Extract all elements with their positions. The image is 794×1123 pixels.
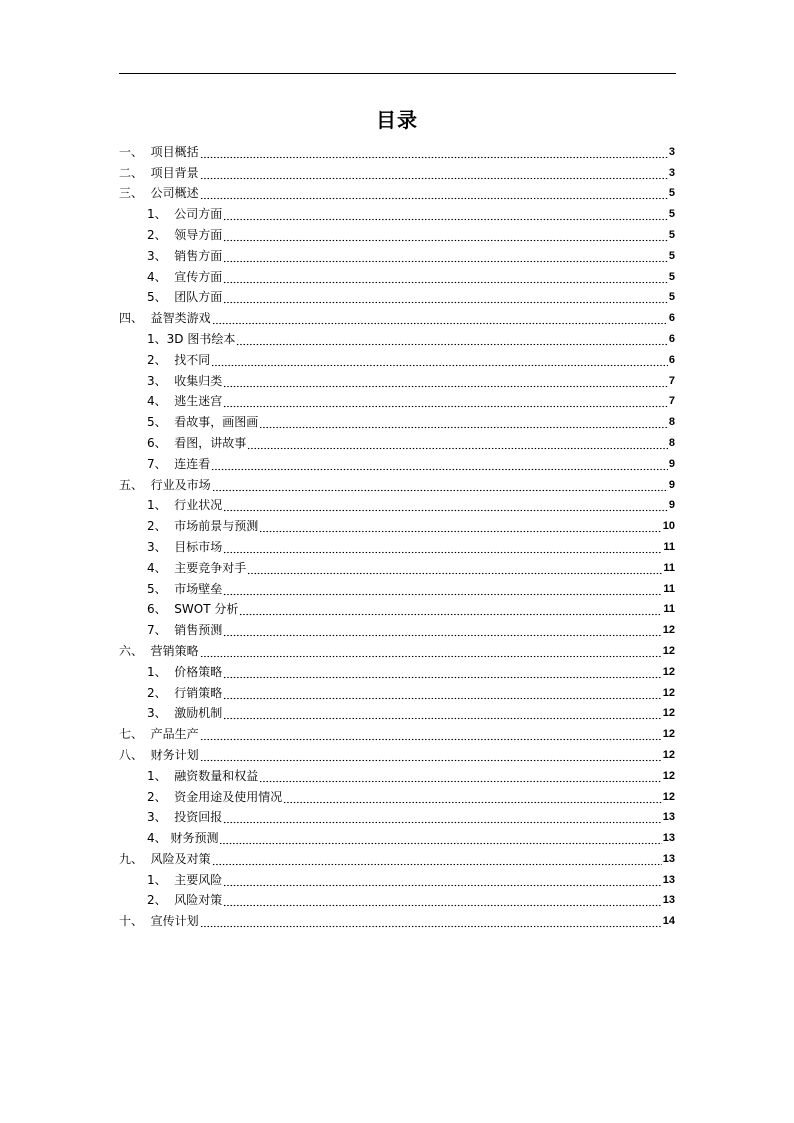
toc-entry[interactable] — [119, 138, 675, 159]
toc-dot-leader — [223, 686, 661, 700]
toc-entry-page-number: 5 — [668, 187, 675, 200]
toc-entry[interactable] — [119, 679, 675, 700]
toc-entry-page-number: 11 — [663, 603, 675, 616]
toc-entry-label: 风险及对策 — [150, 851, 211, 866]
toc-entry-label: 公司概述 — [150, 186, 199, 201]
toc-entry-label: 找不同 — [174, 352, 211, 367]
toc-entry-label: 收集归类 — [174, 373, 223, 388]
toc-entry[interactable] — [119, 658, 675, 679]
toc-entry-page-number: 6 — [668, 312, 675, 325]
toc-entry-label: 行业状况 — [174, 498, 223, 513]
toc-entry-label: 市场前景与预测 — [174, 519, 259, 534]
toc-entry-label: 资金用途及使用情况 — [174, 789, 283, 804]
toc-entry[interactable] — [119, 284, 675, 305]
toc-entry[interactable] — [119, 471, 675, 492]
toc-entry-number: 八、 — [119, 747, 151, 762]
toc-entry-page-number: 6 — [668, 353, 675, 366]
toc-dot-leader — [212, 478, 668, 492]
toc-entry-label: 主要竞争对手 — [174, 560, 247, 575]
toc-entry-page-number: 12 — [662, 790, 675, 803]
toc-entry-label: 3D 图书绘本 — [166, 331, 236, 346]
toc-dot-leader — [223, 374, 668, 388]
toc-entry-page-number: 12 — [662, 748, 675, 761]
toc-entry-number: 二、 — [119, 165, 151, 180]
toc-dot-leader — [223, 582, 662, 596]
toc-entry-number: 3、 — [147, 810, 175, 825]
toc-entry-page-number: 5 — [668, 208, 675, 221]
toc-dot-leader — [247, 436, 668, 450]
toc-entry-label: 宣传计划 — [150, 914, 199, 929]
toc-entry-page-number: 9 — [668, 499, 675, 512]
toc-entry-number: 3、 — [147, 706, 175, 721]
toc-entry-label: 市场壁垒 — [174, 581, 223, 596]
toc-entry-number: 三、 — [119, 186, 151, 201]
toc-entry-page-number: 13 — [662, 894, 675, 907]
toc-dot-leader — [212, 852, 662, 866]
toc-entry-number: 6、 — [147, 602, 175, 617]
toc-entry-page-number: 11 — [663, 582, 675, 595]
toc-entry-page-number: 6 — [668, 332, 675, 345]
toc-dot-leader — [223, 207, 668, 221]
toc-entry-label: 行销策略 — [174, 685, 223, 700]
toc-entry-label: 连连看 — [174, 456, 211, 471]
toc-entry-page-number: 5 — [668, 228, 675, 241]
toc-entry-page-number: 12 — [662, 686, 675, 699]
toc-entry[interactable] — [119, 845, 675, 866]
toc-entry-number: 1、 — [147, 207, 175, 222]
toc-entry-page-number: 12 — [662, 665, 675, 678]
toc-entry-page-number: 11 — [663, 561, 675, 574]
toc-entry-page-number: 12 — [662, 644, 675, 657]
toc-entry[interactable] — [119, 741, 675, 762]
toc-entry[interactable] — [119, 616, 675, 637]
toc-entry[interactable] — [119, 887, 675, 908]
toc-entry[interactable] — [119, 720, 675, 741]
toc-entry[interactable] — [119, 304, 675, 325]
toc-entry[interactable] — [119, 325, 675, 346]
toc-entry-page-number: 13 — [662, 852, 675, 865]
toc-entry-page-number: 9 — [668, 478, 675, 491]
toc-entry-number: 1、 — [147, 664, 175, 679]
toc-entry-label: 宣传方面 — [174, 269, 223, 284]
toc-dot-leader — [200, 166, 668, 180]
header-rule — [119, 73, 676, 74]
toc-entry-page-number: 5 — [668, 291, 675, 304]
toc-entry-page-number: 11 — [663, 540, 675, 553]
toc-entry-number: 九、 — [119, 851, 151, 866]
toc-entry-number: 4、 — [147, 269, 175, 284]
toc-entry-label: 融资数量和权益 — [174, 768, 259, 783]
toc-entry-page-number: 3 — [668, 166, 675, 179]
toc-entry-label: 营销策略 — [150, 643, 199, 658]
toc-entry[interactable] — [119, 575, 675, 596]
toc-entry-number: 2、 — [147, 789, 175, 804]
toc-entry-number: 5、 — [147, 290, 175, 305]
toc-entry-page-number: 13 — [662, 811, 675, 824]
toc-entry-label: SWOT 分析 — [174, 602, 239, 617]
toc-entry-label: 项目背景 — [150, 165, 199, 180]
toc-entry-label: 主要风险 — [174, 872, 223, 887]
toc-entry-label: 财务预测 — [170, 831, 219, 846]
toc-entry[interactable] — [119, 907, 675, 928]
toc-entry-number: 2、 — [147, 685, 175, 700]
toc-entry-number: 2、 — [147, 352, 175, 367]
toc-dot-leader — [239, 602, 662, 616]
toc-entry[interactable] — [119, 429, 675, 450]
toc-entry[interactable] — [119, 824, 675, 845]
toc-entry-number: 3、 — [147, 248, 175, 263]
toc-entry-label: 逃生迷宫 — [174, 394, 223, 409]
toc-dot-leader — [236, 332, 668, 346]
toc-entry[interactable] — [119, 180, 675, 201]
toc-dot-leader — [212, 311, 668, 325]
toc-entry-label: 激励机制 — [174, 706, 223, 721]
toc-entry-page-number: 13 — [662, 832, 675, 845]
toc-entry-label: 看故事，画图画 — [174, 415, 259, 430]
toc-entry-number: 1、 — [147, 331, 167, 346]
toc-entry-number: 2、 — [147, 227, 175, 242]
toc-entry[interactable] — [119, 533, 675, 554]
table-of-contents — [119, 138, 675, 928]
toc-entry-label: 看图，讲故事 — [174, 435, 247, 450]
toc-entry-page-number: 5 — [668, 249, 675, 262]
toc-entry[interactable] — [119, 450, 675, 471]
toc-entry[interactable] — [119, 200, 675, 221]
toc-entry-page-number: 14 — [662, 915, 675, 928]
toc-entry-number: 4、 — [147, 831, 171, 846]
toc-entry-number: 六、 — [119, 643, 151, 658]
toc-dot-leader — [200, 914, 662, 928]
toc-entry[interactable] — [119, 596, 675, 617]
toc-entry-number: 七、 — [119, 727, 151, 742]
toc-entry-label: 项目概括 — [150, 144, 199, 159]
toc-entry-label: 益智类游戏 — [150, 311, 211, 326]
toc-dot-leader — [223, 810, 661, 824]
toc-dot-leader — [219, 831, 661, 845]
toc-entry[interactable] — [119, 804, 675, 825]
toc-dot-leader — [223, 270, 668, 284]
toc-entry[interactable] — [119, 221, 675, 242]
toc-dot-leader — [223, 893, 661, 907]
toc-dot-leader — [223, 498, 668, 512]
toc-entry-label: 投资回报 — [174, 810, 223, 825]
toc-entry-number: 2、 — [147, 519, 175, 534]
toc-entry-page-number: 13 — [662, 873, 675, 886]
toc-entry[interactable] — [119, 242, 675, 263]
toc-dot-leader — [200, 644, 662, 658]
toc-dot-leader — [211, 353, 668, 367]
toc-dot-leader — [223, 665, 661, 679]
toc-entry-number: 1、 — [147, 768, 175, 783]
toc-entry-label: 销售方面 — [174, 248, 223, 263]
toc-dot-leader — [223, 706, 661, 720]
toc-entry-number: 3、 — [147, 373, 175, 388]
toc-entry-number: 4、 — [147, 560, 175, 575]
toc-entry-page-number: 8 — [668, 416, 675, 429]
toc-dot-leader — [223, 873, 661, 887]
toc-dot-leader — [259, 769, 661, 783]
toc-dot-leader — [247, 561, 662, 575]
toc-entry-number: 4、 — [147, 394, 175, 409]
toc-entry-label: 行业及市场 — [150, 477, 211, 492]
toc-entry-number: 五、 — [119, 477, 151, 492]
toc-entry[interactable] — [119, 554, 675, 575]
toc-entry[interactable] — [119, 512, 675, 533]
toc-dot-leader — [200, 145, 668, 159]
toc-entry-page-number: 9 — [668, 457, 675, 470]
toc-dot-leader — [223, 623, 661, 637]
page-title: 目录 — [376, 108, 418, 132]
toc-dot-leader — [200, 727, 662, 741]
toc-entry-label: 销售预测 — [174, 623, 223, 638]
toc-entry-number: 2、 — [147, 893, 175, 908]
toc-entry-number: 1、 — [147, 498, 175, 513]
toc-entry[interactable] — [119, 367, 675, 388]
toc-entry[interactable] — [119, 408, 675, 429]
toc-dot-leader — [223, 290, 668, 304]
toc-dot-leader — [223, 228, 668, 242]
toc-entry-page-number: 12 — [662, 769, 675, 782]
toc-entry-page-number: 10 — [662, 520, 675, 533]
toc-dot-leader — [223, 249, 668, 263]
toc-entry[interactable] — [119, 388, 675, 409]
toc-entry-page-number: 12 — [662, 624, 675, 637]
toc-entry-number: 四、 — [119, 311, 151, 326]
toc-entry-label: 目标市场 — [174, 539, 223, 554]
toc-dot-leader — [259, 415, 668, 429]
toc-entry-page-number: 3 — [668, 145, 675, 158]
toc-entry[interactable] — [119, 637, 675, 658]
toc-entry-label: 风险对策 — [174, 893, 223, 908]
toc-entry-number: 7、 — [147, 456, 175, 471]
toc-entry-number: 5、 — [147, 581, 175, 596]
toc-entry-number: 1、 — [147, 872, 175, 887]
toc-entry-label: 公司方面 — [174, 207, 223, 222]
toc-entry-page-number: 5 — [668, 270, 675, 283]
toc-entry[interactable] — [119, 783, 675, 804]
toc-entry-number: 十、 — [119, 914, 151, 929]
toc-entry-page-number: 7 — [668, 374, 675, 387]
toc-entry-page-number: 7 — [668, 395, 675, 408]
toc-entry-number: 3、 — [147, 539, 175, 554]
toc-entry-page-number: 8 — [668, 436, 675, 449]
toc-entry-page-number: 12 — [662, 707, 675, 720]
toc-entry[interactable] — [119, 159, 675, 180]
toc-dot-leader — [211, 457, 668, 471]
toc-dot-leader — [200, 748, 662, 762]
toc-entry-label: 团队方面 — [174, 290, 223, 305]
toc-dot-leader — [223, 394, 668, 408]
toc-entry-number: 一、 — [119, 144, 151, 159]
toc-dot-leader — [259, 519, 661, 533]
toc-entry[interactable] — [119, 762, 675, 783]
toc-dot-leader — [283, 790, 661, 804]
toc-entry[interactable] — [119, 700, 675, 721]
toc-entry-label: 产品生产 — [150, 727, 199, 742]
toc-entry-label: 财务计划 — [150, 747, 199, 762]
toc-entry[interactable] — [119, 346, 675, 367]
toc-entry[interactable] — [119, 492, 675, 513]
toc-entry-page-number: 12 — [662, 728, 675, 741]
toc-entry[interactable] — [119, 263, 675, 284]
toc-dot-leader — [223, 540, 662, 554]
toc-entry-number: 7、 — [147, 623, 175, 638]
toc-dot-leader — [200, 186, 668, 200]
toc-entry-label: 领导方面 — [174, 227, 223, 242]
toc-entry-label: 价格策略 — [174, 664, 223, 679]
toc-entry[interactable] — [119, 866, 675, 887]
toc-entry-number: 6、 — [147, 435, 175, 450]
toc-entry-number: 5、 — [147, 415, 175, 430]
